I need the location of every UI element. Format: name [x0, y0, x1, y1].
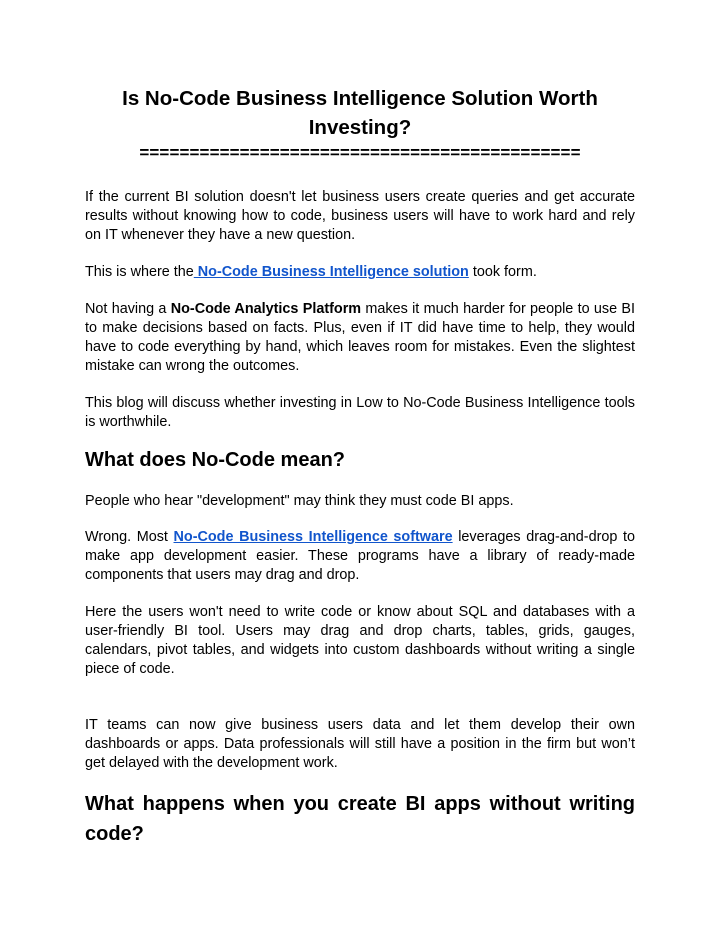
development-paragraph: People who hear "development" may think they must code BI apps. [85, 493, 514, 509]
drag-and-drop-paragraph [85, 528, 635, 585]
wrong-text-before: Wrong. Most [85, 529, 174, 545]
analytics-platform-bold: No-Code Analytics Platform [170, 301, 362, 317]
wrong-text-after: leverages drag-and-drop to make app development easier. These programs have a library of ready-made components that users may drag and drop. [85, 529, 636, 583]
nocode-bi-software-link[interactable]: No-Code Business Intelligence software [173, 529, 453, 545]
solution-text-before: This is where the [85, 264, 194, 280]
solution-text-after: took form. [468, 264, 537, 280]
heading-what-does-nocode-mean: What does No-Code mean? [85, 449, 346, 471]
analytics-text-before: Not having a [85, 301, 171, 317]
user-friendly-paragraph: Here the users won't need to write code or know about SQL and databases with a user-friendly BI tool. Users may drag and drop charts, tables, grids, gauges, calendars, pivot tables, and widgets into custom dashboards without writing a single piece of code. [85, 604, 635, 677]
blog-purpose-paragraph: This blog will discuss whether investing in Low to No-Code Business Intelligence tools is worthwhile. [85, 395, 635, 430]
it-teams-paragraph: IT teams can now give business users data and let them develop their own dashboards or apps. Data professionals will still have a position in the firm but won’t get delayed with the development work. [85, 717, 635, 771]
document-page [85, 84, 635, 849]
solution-paragraph [85, 263, 635, 282]
heading-what-happens: What happens when you create BI apps without writing code? [85, 793, 635, 845]
page-title: Is No-Code Business Intelligence Solution Worth Investing? [122, 87, 598, 139]
intro-paragraph: If the current BI solution doesn't let business users create queries and get accurate results without knowing how to code, business users will have to work hard and rely on IT whenever they have a new question. [85, 189, 635, 243]
title-underline: ============================================ [139, 143, 581, 162]
nocode-bi-solution-link[interactable]: No-Code Business Intelligence solution [193, 264, 469, 280]
analytics-platform-paragraph [85, 300, 635, 376]
analytics-text-after: makes it much harder for people to use BI to make decisions based on facts. Plus, even if IT did have time to help, they would have to code everything by hand, which leaves room for mistakes. Even the slightest mistake can wrong the outcomes. [85, 301, 635, 374]
